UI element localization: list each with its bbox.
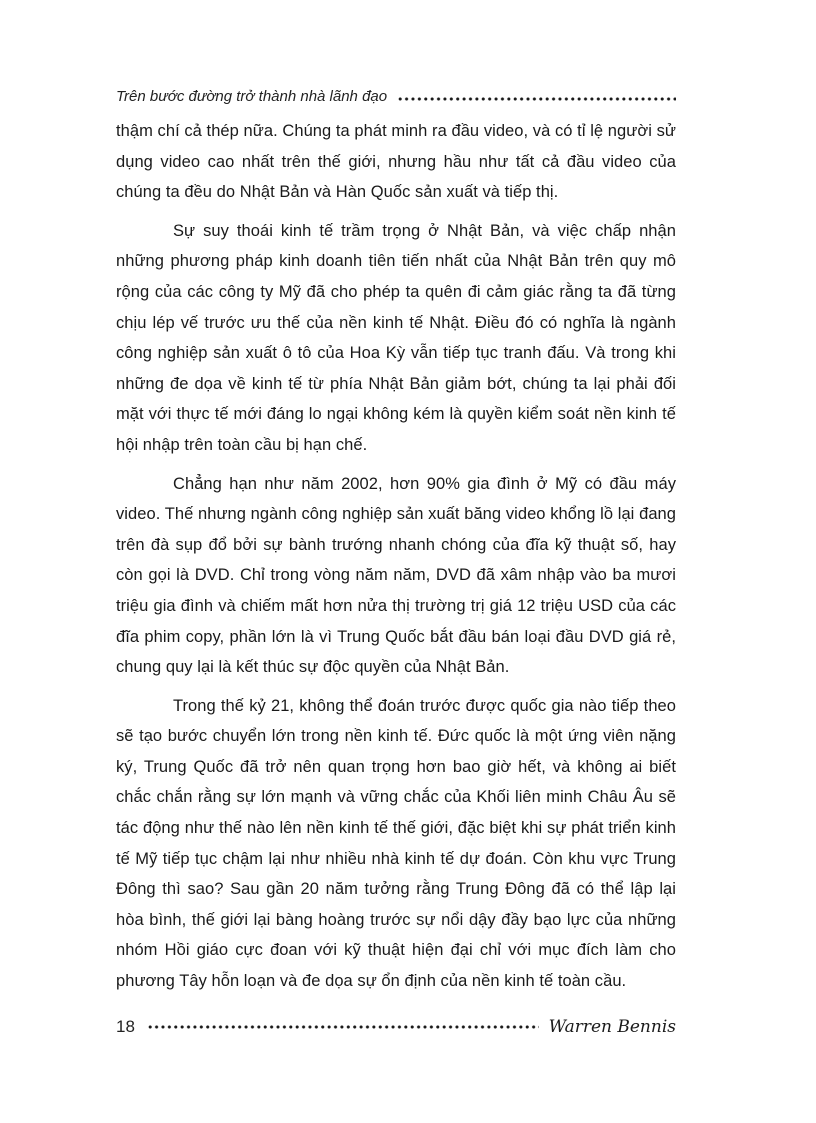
paragraph-2: Sự suy thoái kinh tế trầm trọng ở Nhật Bản, và việc chấp nhận những phương pháp kinh doanh tiên tiến nhất của Nhật Bản trên quy mô rộng của các công ty Mỹ đã cho phép ta quên đi cảm giác rằng ta đã từng chịu lép vế trước ưu thế của nền kinh tế Nhật. Điều đó có nghĩa là ngành công nghiệp sản xuất ô tô của Hoa Kỳ vẫn tiếp tục tranh đấu. Và trong khi những đe dọa về kinh tế từ phía Nhật Bản giảm bớt, chúng ta lại phải đối mặt với thực tế mới đáng lo ngại không kém là quyền kiểm soát nền kinh tế hội nhập trên toàn cầu bị hạn chế. <box>116 221 676 454</box>
page-number: 18 <box>116 1017 135 1036</box>
footer-dot-leader <box>147 1024 539 1030</box>
running-header <box>116 84 676 108</box>
paragraph-4: Trong thế kỷ 21, không thể đoán trước được quốc gia nào tiếp theo sẽ tạo bước chuyển lớn trong nền kinh tế. Đức quốc là một ứng viên nặng ký, Trung Quốc đã trở nên quan trọng hơn bao giờ hết, và không ai biết chắc chắn rằng sự lớn mạnh và vững chắc của Khối liên minh Châu Âu sẽ tác động như thế nào lên nền kinh tế thế giới, đặc biệt khi sự phát triển kinh tế Mỹ tiếp tục chậm lại như nhiều nhà kinh tế dự đoán. Còn khu vực Trung Đông thì sao? Sau gần 20 năm tưởng rằng Trung Đông đã có thể lập lại hòa bình, thế giới lại bàng hoàng trước sự nổi dậy đầy bạo lực của những nhóm Hồi giáo cực đoan với kỹ thuật hiện đại chỉ với mục đích làm cho phương Tây hỗn loạn và đe dọa sự ổn định của nền kinh tế toàn cầu. <box>116 696 676 991</box>
body-text <box>116 116 676 1005</box>
author-name: Warren Bennis <box>548 1017 676 1037</box>
running-title: Trên bước đường trở thành nhà lãnh đạo <box>116 87 388 105</box>
header-dot-leader <box>397 96 676 102</box>
paragraph-1: thậm chí cả thép nữa. Chúng ta phát minh ra đầu video, và có tỉ lệ người sử dụng video cao nhất trên thế giới, nhưng hầu như tất cả đầu video của chúng ta đều do Nhật Bản và Hàn Quốc sản xuất và tiếp thị. <box>116 122 676 202</box>
paragraph-3: Chẳng hạn như năm 2002, hơn 90% gia đình ở Mỹ có đầu máy video. Thế nhưng ngành công nghiệp sản xuất băng video khổng lồ lại đang trên đà sụp đổ bởi sự bành trướng nhanh chóng của đĩa kỹ thuật số, hay còn gọi là DVD. Chỉ trong vòng năm năm, DVD đã xâm nhập vào ba mươi triệu gia đình và chiếm mất hơn nửa thị trường trị giá 12 triệu USD của các đĩa phim copy, phần lớn là vì Trung Quốc bắt đầu bán loại đầu DVD giá rẻ, chung quy lại là kết thúc sự độc quyền của Nhật Bản. <box>116 474 676 677</box>
page-footer <box>116 1012 676 1042</box>
